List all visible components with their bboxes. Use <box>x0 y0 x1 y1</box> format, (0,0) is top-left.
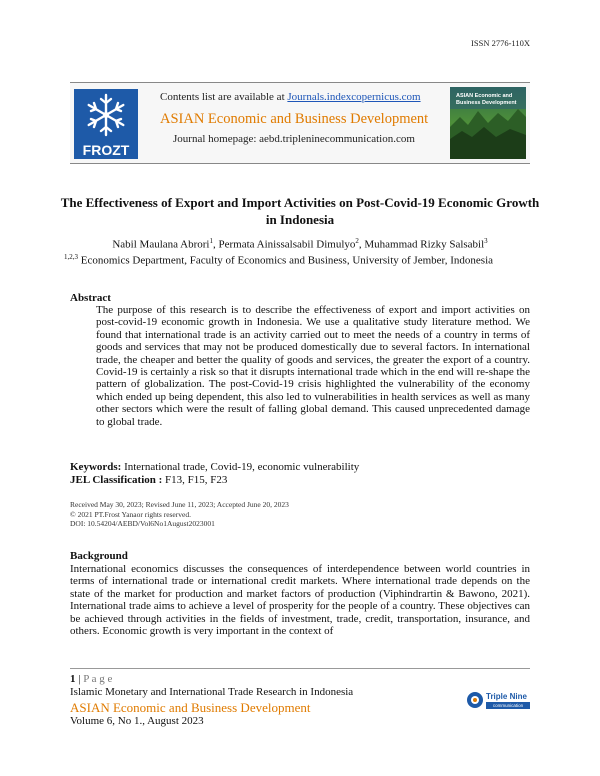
keywords-label: Keywords: <box>70 461 122 473</box>
affiliation <box>64 253 544 267</box>
issn-label: ISSN 2776-110X <box>471 38 530 48</box>
keywords-value: International trade, Covid-19, economic vulnerability <box>121 461 360 473</box>
abstract-heading: Abstract <box>70 292 111 304</box>
background-body: International economics discusses the consequences of interdependence between world countries in terms of international trade or international credit markets. Where international trade depends on the state of the market for production and market factors of production (Viphindrartin & Bawono, 2021). International trade aims to achieve a level of prosperity for the people of a country. These objectives can be achieved through activities in the fields of investment, trade, credit, transportation, insurance, and others. Economic growth is very important in the context of <box>70 563 530 638</box>
page-number-value: 1 <box>70 673 76 685</box>
background-heading: Background <box>70 550 128 562</box>
author-sup: 1 <box>209 237 213 245</box>
page-word: P a g e <box>83 673 113 685</box>
jel-label: JEL Classification : <box>70 474 163 486</box>
author-name: Permata Ainissalsabil Dimulyo <box>218 238 356 251</box>
copyright-line: © 2021 PT.Frost Yanaor rights reserved. <box>70 509 191 519</box>
journal-title: ASIAN Economic and Business Development <box>160 111 429 127</box>
received-dates: Received May 30, 2023; Revised June 11, 2023; Accepted June 20, 2023 <box>70 500 289 509</box>
footer-divider <box>70 668 530 669</box>
index-copernicus-link[interactable]: Journals.indexcopernicus.com <box>287 91 421 103</box>
publisher-sub: communication <box>486 702 530 709</box>
logo-wordmark: FROZT <box>74 141 138 159</box>
jel-value: F13, F15, F23 <box>162 474 228 486</box>
journal-cover-thumbnail <box>450 87 526 159</box>
page-sep: | <box>75 673 84 685</box>
contents-prefix: Contents list are available at <box>160 91 288 103</box>
footer-journal: ASIAN Economic and Business Development <box>70 700 311 715</box>
article-history <box>70 500 289 529</box>
article-title: The Effectiveness of Export and Import Activities on Post-Covid-19 Economic Growth in Indonesia <box>60 195 540 227</box>
author-sup: 2 <box>355 237 359 245</box>
frozt-logo <box>74 89 138 159</box>
doi-line: DOI: 10.54204/AEBD/Vol6No1August2023001 <box>70 519 215 528</box>
affiliation-sup: 1,2,3 <box>64 253 78 261</box>
author-name: Muhammad Rizky Salsabil <box>364 238 485 251</box>
contents-line <box>160 91 421 103</box>
page-number <box>70 673 112 685</box>
affiliation-text: Economics Department, Faculty of Economics and Business, University of Jember, Indonesia <box>80 254 494 267</box>
publisher-logo <box>466 690 532 712</box>
journal-homepage: Journal homepage: aebd.tripleninecommunication.com <box>173 133 415 145</box>
author-sup: 3 <box>484 237 488 245</box>
author-list: Nabil Maulana Abrori$^1$, Permata Ainissalsabil Dimulyo$^2$, Muhammad Rizky Salsabil$^3$ <box>112 237 488 251</box>
journal-header <box>70 82 530 164</box>
footer-series: Islamic Monetary and International Trade Research in Indonesia <box>70 686 354 698</box>
abstract-body: The purpose of this research is to describe the effectiveness of export and import activities on post-covid-19 economic growth in Indonesia. We use a qualitative study literature method. We found that international trade is an activity carried out to meet the needs of a country in terms of goods and services that may not be produced domestically due to several factors. In international trade, the cheaper and better the quality of goods and services, the greater the export of a country. Covid-19 is certainly a risk so that it disrupts international trade which in the end will re-shape the pattern of globalization. The post-Covid-19 crisis highlighted the vulnerability of the economy which ended up being dependent, this also led to vulnerabilities in health services as well as many other sectors which were the result of falling global demand. This caused unprecedented damage to global trade. <box>96 304 530 428</box>
keywords <box>70 461 359 473</box>
publisher-name: Triple Nine <box>486 692 527 701</box>
footer-volume: Volume 6, No 1., August 2023 <box>70 715 204 727</box>
author-name: Nabil Maulana Abrori <box>112 238 210 251</box>
jel-classification <box>70 474 227 486</box>
cover-title: ASIAN Economic and Business Development <box>456 93 517 106</box>
publisher-mark-icon <box>466 690 484 710</box>
snowflake-icon <box>74 89 138 141</box>
